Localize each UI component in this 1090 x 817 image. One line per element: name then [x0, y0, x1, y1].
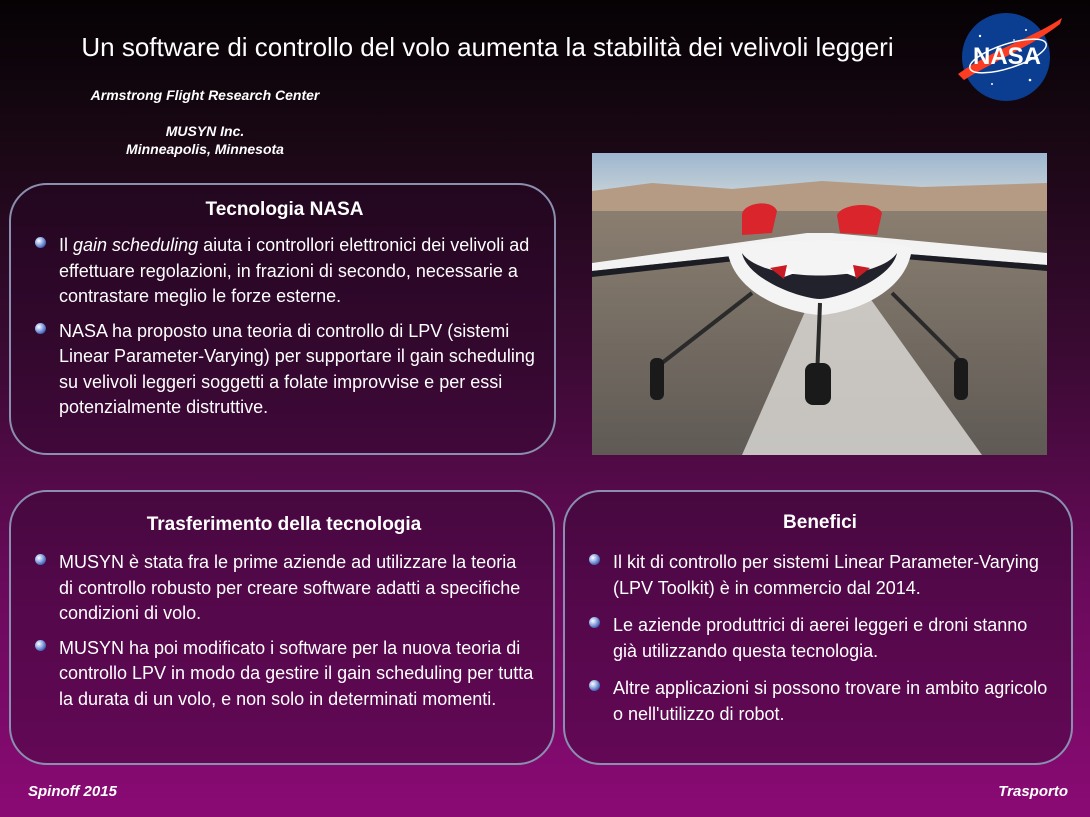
bullet-icon — [589, 617, 600, 628]
bullet-icon — [35, 323, 46, 334]
emphasis-term: gain scheduling — [73, 235, 199, 255]
tech-heading: Tecnologia NASA — [205, 199, 364, 220]
benefits-heading: Benefici — [783, 512, 857, 533]
bullet-icon — [35, 554, 46, 565]
list-item: Il gain scheduling aiuta i controllori elettronici dei velivoli ad effettuare regolazioni, in frazioni di secondo, necessarie a contrastare meglio le forze esterne. — [33, 233, 536, 310]
aircraft-photo-icon — [592, 153, 1047, 455]
list-item: Altre applicazioni si possono trovare in ambito agricolo o nell'utilizzo di robot. — [587, 676, 1053, 727]
tech-list — [33, 233, 536, 421]
benefits-panel — [563, 490, 1073, 765]
list-item: NASA ha proposto una teoria di controllo di LPV (sistemi Linear Parameter-Varying) per supportare il gain scheduling su velivoli leggeri soggetti a folate improvvise e per essi potenzialmente distruttive. — [33, 319, 536, 421]
bullet-icon — [35, 237, 46, 248]
page-title: Un software di controllo del volo aumenta la stabilità dei velivoli leggeri — [81, 32, 894, 62]
bullet-icon — [35, 640, 46, 651]
transfer-heading: Trasferimento della tecnologia — [146, 514, 422, 535]
list-item: MUSYN ha poi modificato i software per la nuova teoria di controllo LPV in modo da gestire il gain scheduling per tutta la durata di un volo, e non solo in determinati momenti. — [33, 636, 535, 713]
bullet-icon — [589, 554, 600, 565]
partner-name: MUSYN Inc. — [165, 123, 245, 139]
partner-info — [100, 122, 310, 158]
bullet-icon — [589, 680, 600, 691]
tech-panel — [9, 183, 556, 455]
transfer-panel — [9, 490, 555, 765]
center-name: Armstrong Flight Research Center — [90, 87, 320, 103]
aircraft-photo — [592, 153, 1047, 455]
benefits-list — [587, 550, 1053, 727]
list-item: Il kit di controllo per sistemi Linear Parameter-Varying (LPV Toolkit) è in commercio dal 2014. — [587, 550, 1053, 601]
list-item: MUSYN è stata fra le prime aziende ad utilizzare la teoria di controllo robusto per creare software adatti a specifiche condizioni di volo. — [33, 550, 535, 627]
footer-right: Trasporto — [998, 783, 1068, 800]
list-item: Le aziende produttrici di aerei leggeri e droni stanno già utilizzando questa tecnologia. — [587, 613, 1053, 664]
logo-text: NASA — [972, 43, 1042, 70]
footer-left: Spinoff 2015 — [28, 783, 117, 800]
nasa-logo-icon — [952, 10, 1064, 105]
transfer-list — [33, 550, 535, 712]
partner-location: Minneapolis, Minnesota — [126, 141, 284, 157]
